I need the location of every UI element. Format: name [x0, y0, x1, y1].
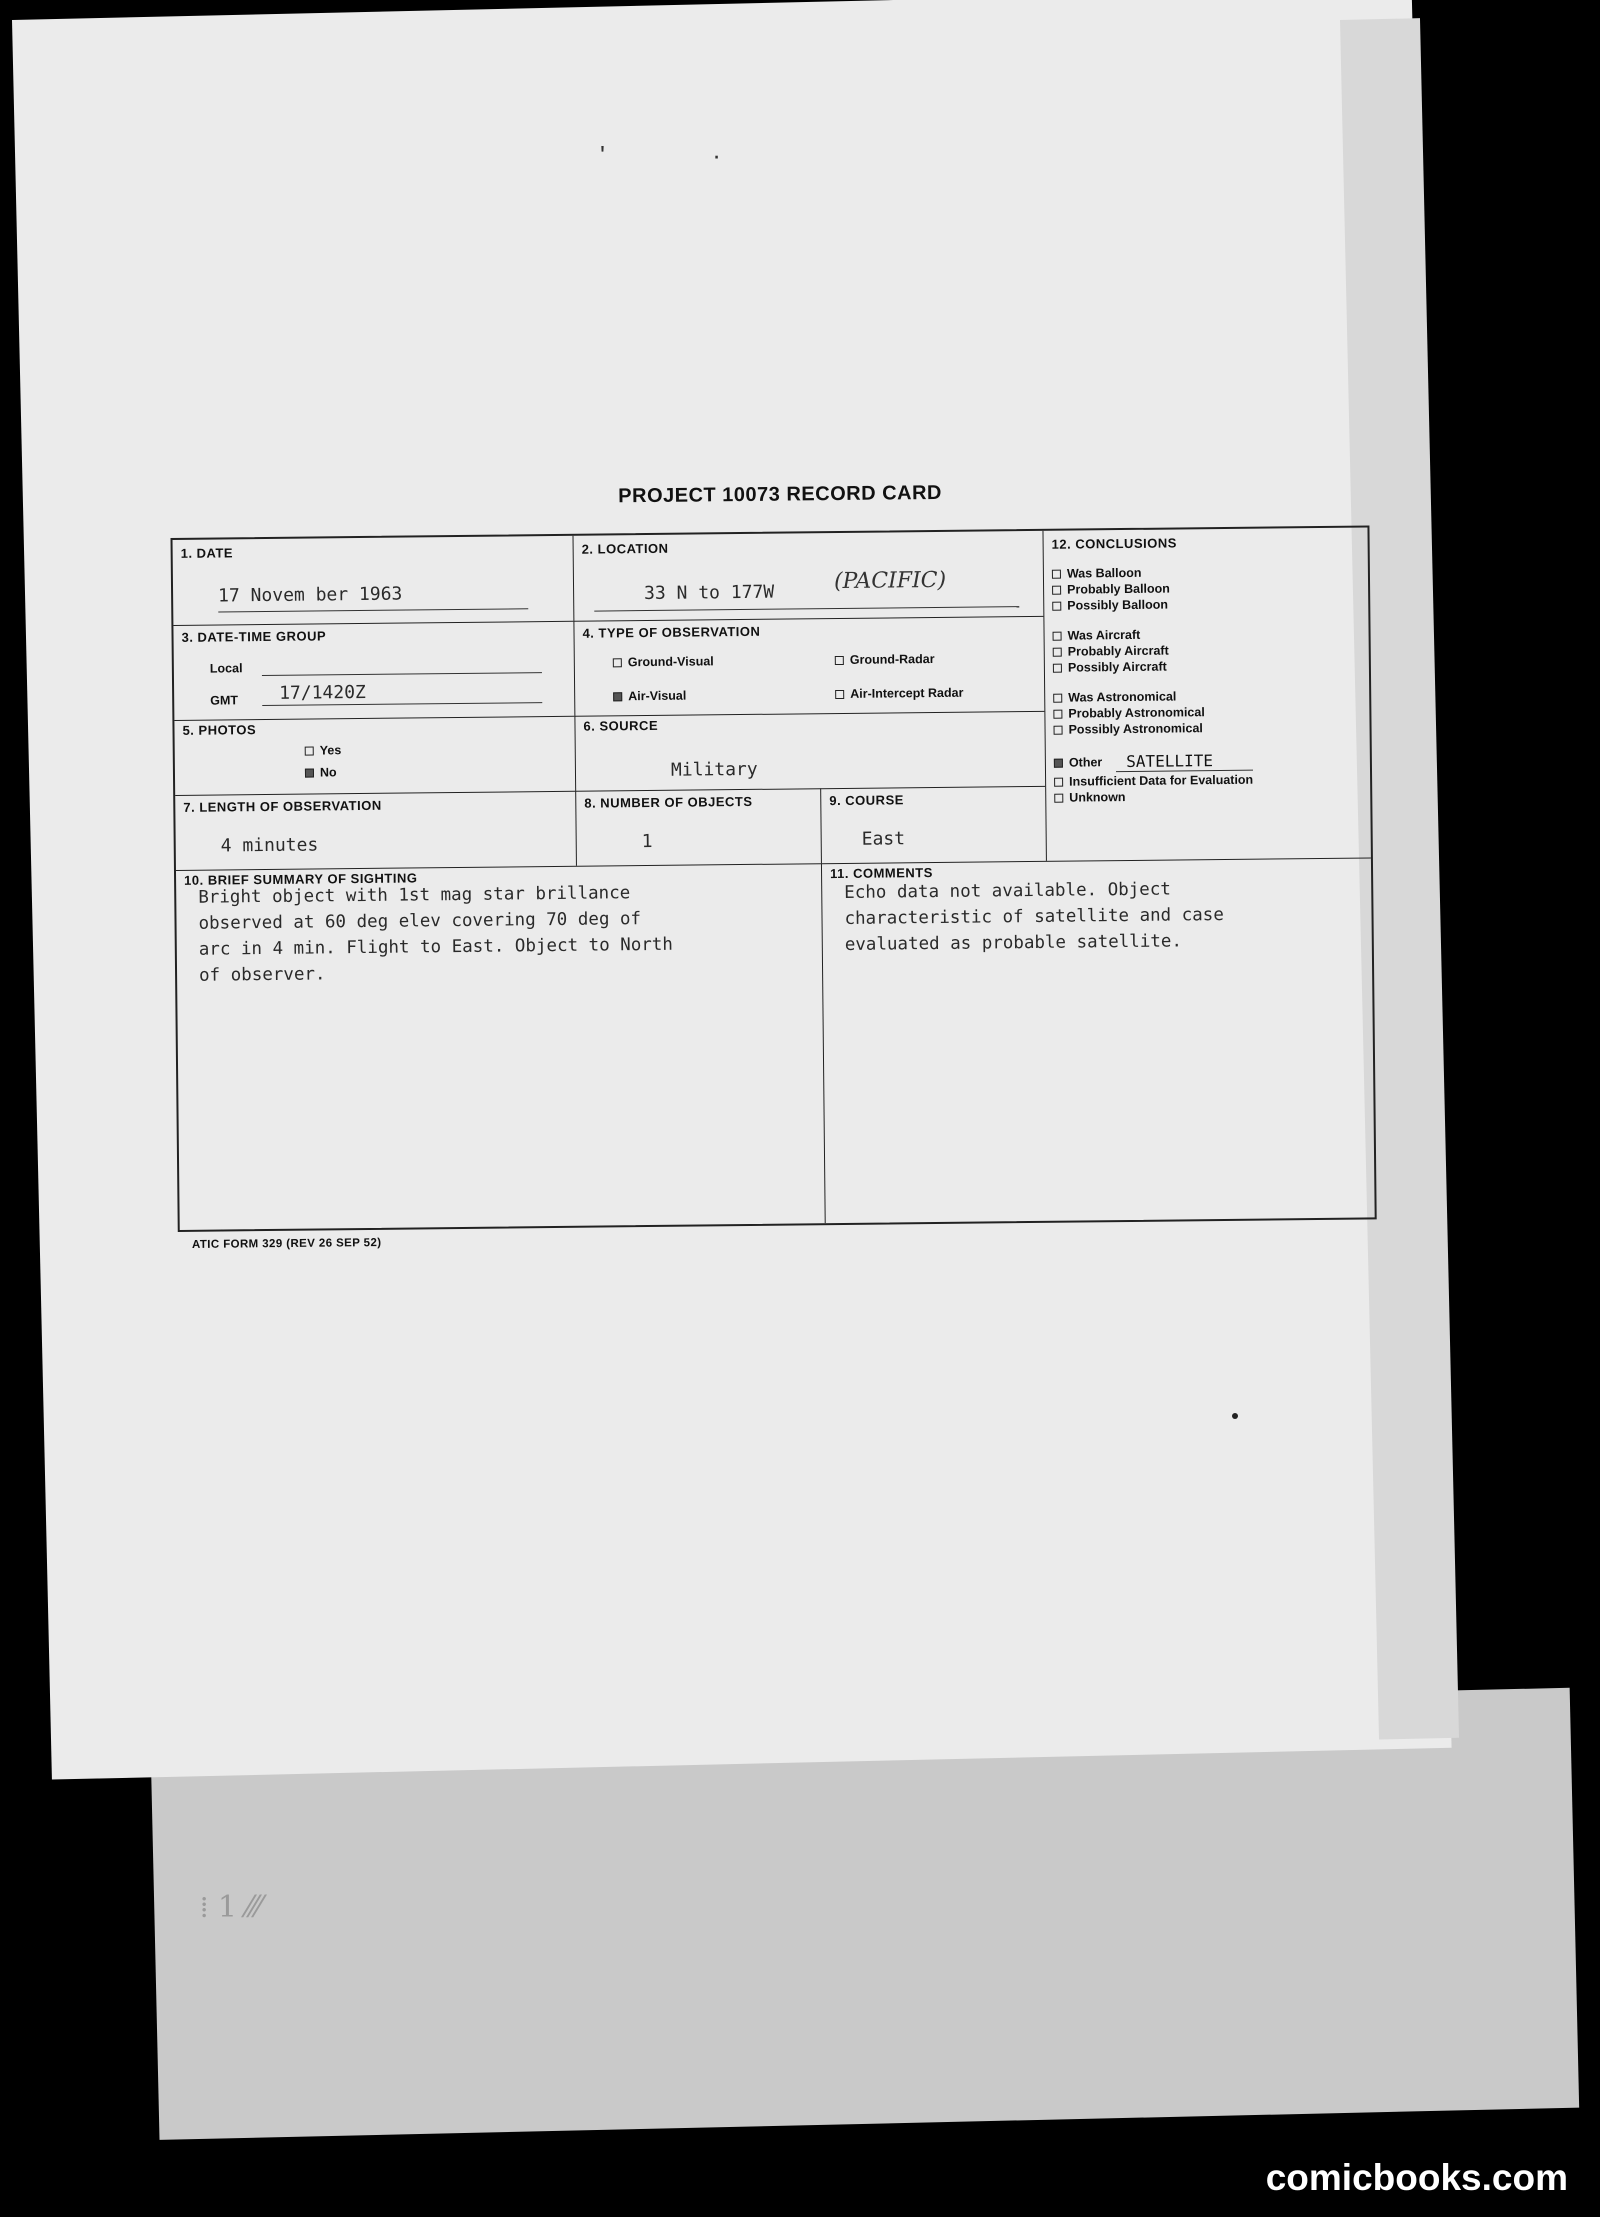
checkbox-icon: [1053, 693, 1062, 702]
conclusions-cell: [1042, 527, 1370, 860]
num-objects-cell: [575, 788, 821, 866]
photos-no-option: No: [305, 765, 337, 779]
form-identifier: ATIC FORM 329 (REV 26 SEP 52): [191, 1237, 382, 1251]
comments-cell: [821, 857, 1375, 1223]
course-cell: [820, 786, 1046, 863]
card-frame: [171, 525, 1377, 1232]
checkbox-icon: [1053, 709, 1062, 718]
ground-radar-option: Ground-Radar: [835, 652, 935, 667]
astronomical-group: [1053, 689, 1253, 737]
checkbox-icon: [1052, 569, 1061, 578]
checkbox-icon: [835, 655, 844, 664]
checkbox-icon: [1054, 777, 1063, 786]
type-obs-label: 4. TYPE OF OBSERVATION: [582, 623, 761, 641]
length-value: 4 minutes: [220, 834, 319, 857]
photos-cell: [174, 716, 575, 795]
record-card: [170, 477, 1393, 1250]
comments-label: 11. COMMENTS: [829, 865, 933, 882]
card-title: PROJECT 10073 RECORD CARD: [618, 481, 943, 508]
type-of-observation-cell: [573, 616, 1044, 716]
location-label: 2. LOCATION: [581, 540, 669, 557]
checkbox-icon: [1053, 663, 1062, 672]
checkbox-icon: [613, 658, 622, 667]
was-aircraft-option: Was Aircraft: [1053, 627, 1252, 643]
air-visual-option: Air-Visual: [613, 689, 686, 704]
num-objects-value: 1: [641, 830, 653, 853]
date-cell: [173, 536, 574, 625]
date-underline: [218, 608, 528, 612]
other-value: SATELLITE: [1116, 751, 1253, 772]
photos-yes-option: Yes: [305, 743, 342, 757]
location-handwritten-note: (PACIFIC): [833, 567, 947, 595]
dtg-gmt-label: GMT: [210, 693, 239, 708]
unknown-option: Unknown: [1054, 789, 1253, 805]
comments-text: Echo data not available. Object characteristic of satellite and case evaluated as probable satellite.: [844, 879, 1224, 955]
course-label: 9. COURSE: [829, 792, 904, 809]
other-group: [1054, 751, 1254, 805]
site-watermark: comicbooks.com: [1265, 2157, 1568, 2198]
possibly-balloon-option: Possibly Balloon: [1052, 597, 1251, 613]
local-underline: [262, 672, 542, 676]
source-label: 6. SOURCE: [583, 717, 659, 734]
checkbox-icon: [835, 689, 844, 698]
possibly-aircraft-option: Possibly Aircraft: [1053, 659, 1252, 675]
checkbox-icon: [1054, 725, 1063, 734]
checked-checkbox-icon: [613, 692, 622, 701]
probably-aircraft-option: Probably Aircraft: [1053, 643, 1252, 659]
num-objects-label: 8. NUMBER OF OBJECTS: [584, 793, 753, 811]
dtg-local-label: Local: [209, 661, 243, 676]
source-value: Military: [670, 758, 758, 781]
conclusions-label: 12. CONCLUSIONS: [1051, 535, 1177, 552]
date-label: 1. DATE: [180, 545, 234, 561]
conclusions-list: [1052, 565, 1254, 807]
course-value: East: [861, 828, 906, 850]
stray-mark: [1232, 1413, 1238, 1419]
dtg-gmt-value: 17/1420Z: [279, 681, 366, 704]
faint-pencil-marks: ⁞ 1 ⁄⁄⁄: [200, 1890, 262, 1925]
length-cell: [175, 791, 576, 870]
checkbox-icon: [305, 746, 314, 755]
probably-balloon-option: Probably Balloon: [1052, 581, 1251, 597]
checkbox-icon: [1054, 793, 1063, 802]
summary-cell: [176, 863, 825, 1230]
checkbox-icon: [1053, 631, 1062, 640]
probably-astronomical-option: Probably Astronomical: [1053, 705, 1252, 721]
source-cell: [574, 711, 1045, 791]
dtg-label: 3. DATE-TIME GROUP: [181, 628, 327, 645]
dtg-cell: [173, 621, 574, 720]
was-balloon-option: Was Balloon: [1052, 565, 1251, 581]
balloon-group: [1052, 565, 1252, 613]
punch-marks: ' ·: [600, 140, 771, 170]
possibly-astronomical-option: Possibly Astronomical: [1053, 721, 1252, 737]
date-value: 17 Novem ber 1963: [218, 583, 403, 607]
ground-visual-option: Ground-Visual: [613, 654, 714, 669]
summary-text: Bright object with 1st mag star brillance observed at 60 deg elev covering 70 deg of arc in 4 min. Flight to East. Object to North of observer.: [198, 883, 674, 986]
location-value: 33 N to 177W: [644, 581, 775, 605]
checkbox-icon: [1052, 585, 1061, 594]
checked-checkbox-icon: [1054, 758, 1063, 767]
other-option: Other SATELLITE: [1054, 751, 1253, 773]
checkbox-icon: [1052, 601, 1061, 610]
was-astronomical-option: Was Astronomical: [1053, 689, 1252, 705]
checked-checkbox-icon: [305, 768, 314, 777]
summary-label: 10. BRIEF SUMMARY OF SIGHTING: [184, 870, 418, 888]
aircraft-group: [1053, 627, 1253, 675]
air-intercept-radar-option: Air-Intercept Radar: [835, 686, 963, 701]
length-label: 7. LENGTH OF OBSERVATION: [183, 797, 382, 815]
photos-label: 5. PHOTOS: [182, 722, 257, 738]
location-underline: [594, 606, 1019, 611]
location-cell: [573, 531, 1044, 621]
insufficient-data-option: Insufficient Data for Evaluation: [1054, 773, 1253, 789]
checkbox-icon: [1053, 647, 1062, 656]
